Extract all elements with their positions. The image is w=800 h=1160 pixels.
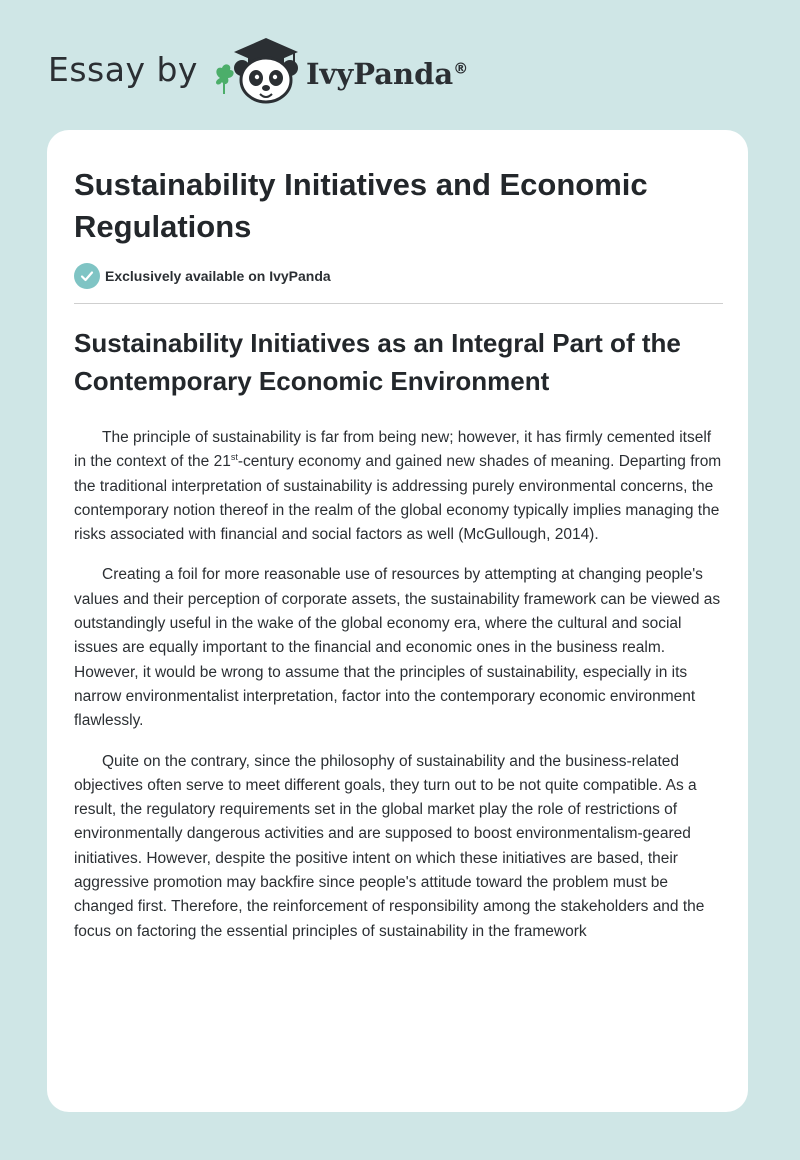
exclusive-badge xyxy=(74,263,331,289)
section-heading: Sustainability Initiatives as an Integral Part of the Contemporary Economic Environment xyxy=(74,328,681,396)
essay-card xyxy=(47,130,748,1112)
badge-label: Exclusively available on IvyPanda xyxy=(105,268,331,284)
paragraph-2: Creating a foil for more reasonable use of resources by attempting at changing people's values and their perception of corporate assets, the sustainability framework can be viewed as outstandingly useful in the wake of the global economy era, where the cultural and social issues are equally important to the financial and economic ones in the business realm. However, it would be wrong to assume that the principles of sustainability, especially in its narrow environmentalist interpretation, factor into the contemporary economic environment flawlessly. xyxy=(74,566,721,730)
site-logo[interactable] xyxy=(48,36,508,106)
paragraph-3: Quite on the contrary, since the philosophy of sustainability and the business-related objectives often serve to meet different goals, they turn out to be not quite compatible. As a result, the regulatory requirements set in the global market play the role of restrictions of environmentally dangerous activities and are supposed to boost environmentalism-geared initiatives. However, despite the positive intent on which these initiatives are based, their aggressive promotion may backfire since people's attitude toward the problem must be changed first. Therefore, the reinforcement of responsibility among the stakeholders and the focus on factoring the essential principles of sustainability in the framework xyxy=(74,752,705,940)
panda-graduation-cap-icon xyxy=(212,34,304,106)
divider xyxy=(74,303,723,304)
brand-name: IvyPanda® xyxy=(305,57,469,91)
article-body xyxy=(74,426,725,960)
check-circle-icon xyxy=(74,263,100,289)
essay-by-label: Essay by xyxy=(48,49,198,89)
page-title: Sustainability Initiatives and Economic Regulations xyxy=(74,167,648,244)
paragraph-1: The principle of sustainability is far from being new; however, it has firmly cemented itself in the context of the 21st-century economy and gained new shades of meaning. Departing from the traditional interpretation of sustainability is addressing purely environmental concerns, the contemporary notion thereof in the realm of the global economy typically implies managing the risks associated with financial and social factors as well (McGullough, 2014). xyxy=(74,429,722,544)
